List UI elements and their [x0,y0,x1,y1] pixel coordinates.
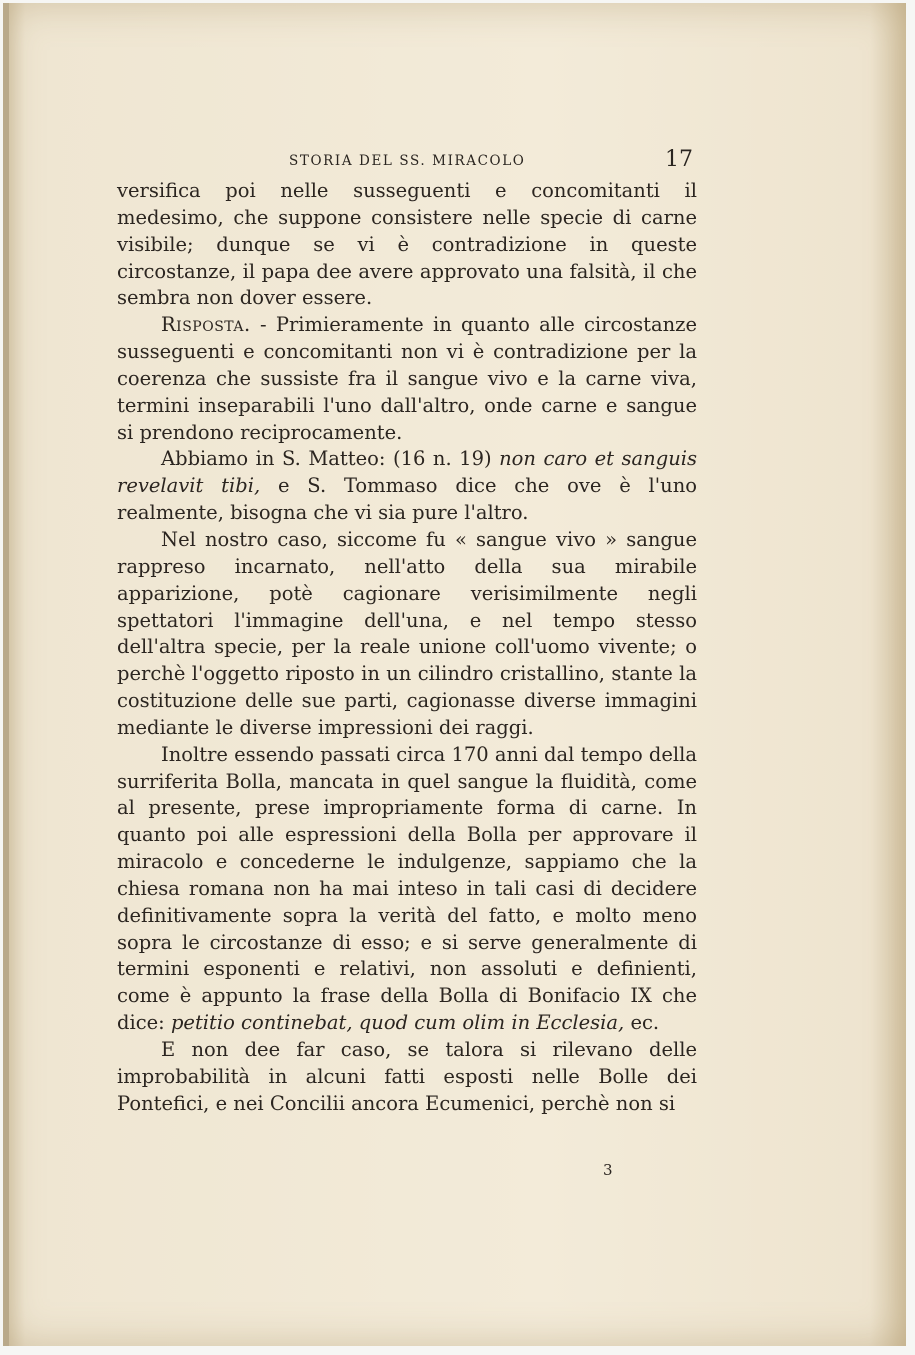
risposta-label: Risposta. [161,313,251,337]
page-number: 17 [665,147,693,172]
paragraph-5-text-a: Inoltre essendo passati circa 170 anni dal tempo della surriferita Bolla, mancata in quel sangue la fluidità, come al presente, prese impropriamente forma di carne. In quanto poi alle espressioni della Bolla per approvare il miracolo e concederne le indulgenze, sappiamo che la chiesa romana non ha mai inteso in tali casi di decidere definitivamente sopra la verità del fatto, e molto meno sopra le circostanze di esso; e si serve generalmente di termini esponenti e relativi, non assoluti e definienti, come è appunto la frase della Bolla di Bonifacio IX che dice: [117,742,698,1035]
latin-quote-matthew: non caro et sanguis revelavit tibi, [117,447,697,498]
paragraph-6: E non dee far caso, se talora si rilevano delle improbabilità in alcuni fatti esposti nelle Bolle dei Pontefici, e nei Concilii ancora Ecumenici, perchè non si [117,1038,697,1115]
paragraph-5-text-c: ec. [624,1011,660,1035]
paragraph-4: Nel nostro caso, siccome fu « sangue vivo » sangue rappreso incarnato, nell'atto della sua mirabile apparizione, potè cagionare verisimilmente negli spettatori l'immagine dell'una, e nel tempo stesso dell'altra specie, per la reale unione coll'uomo vivente; o perchè l'oggetto riposto in un cilindro cristallino, stante la costituzione delle sue parti, cagionasse diverse immagini mediante le diverse impressioni dei raggi. [117,527,697,739]
signature-mark: 3 [603,1161,613,1179]
paragraph-2-text: - Primieramente in quanto alle circostanze susseguenti e concomitanti non vi è contradizione per la coerenza che sussiste fra il sangue vivo e la carne viva, termini inseparabili l'uno dall'altro, onde carne e sangue si prendono reciprocamente. [117,313,697,444]
paragraph-3 [117,446,697,527]
running-head [117,147,697,177]
latin-quote-bolla: petitio continebat, quod cum olim in Ecclesia, [170,1011,625,1035]
paragraph-2 [117,312,697,446]
paragraph-5 [117,742,697,1037]
running-title: STORIA DEL SS. MIRACOLO [289,153,526,169]
paragraph-3-text-a: Abbiamo in S. Matteo: (16 n. 19) [161,447,500,471]
paragraph-1: versifica poi nelle susseguenti e concomitanti il medesimo, che suppone consistere nelle specie di carne visibile; dunque se vi è contradizione in queste circostanze, il papa dee avere approvato una falsità, il che sembra non dover essere. [117,179,697,310]
body-text [117,178,697,1118]
paragraph-3-text-c: e S. Tommaso dice che ove è l'uno realmente, bisogna che vi sia pure l'altro. [117,474,697,525]
